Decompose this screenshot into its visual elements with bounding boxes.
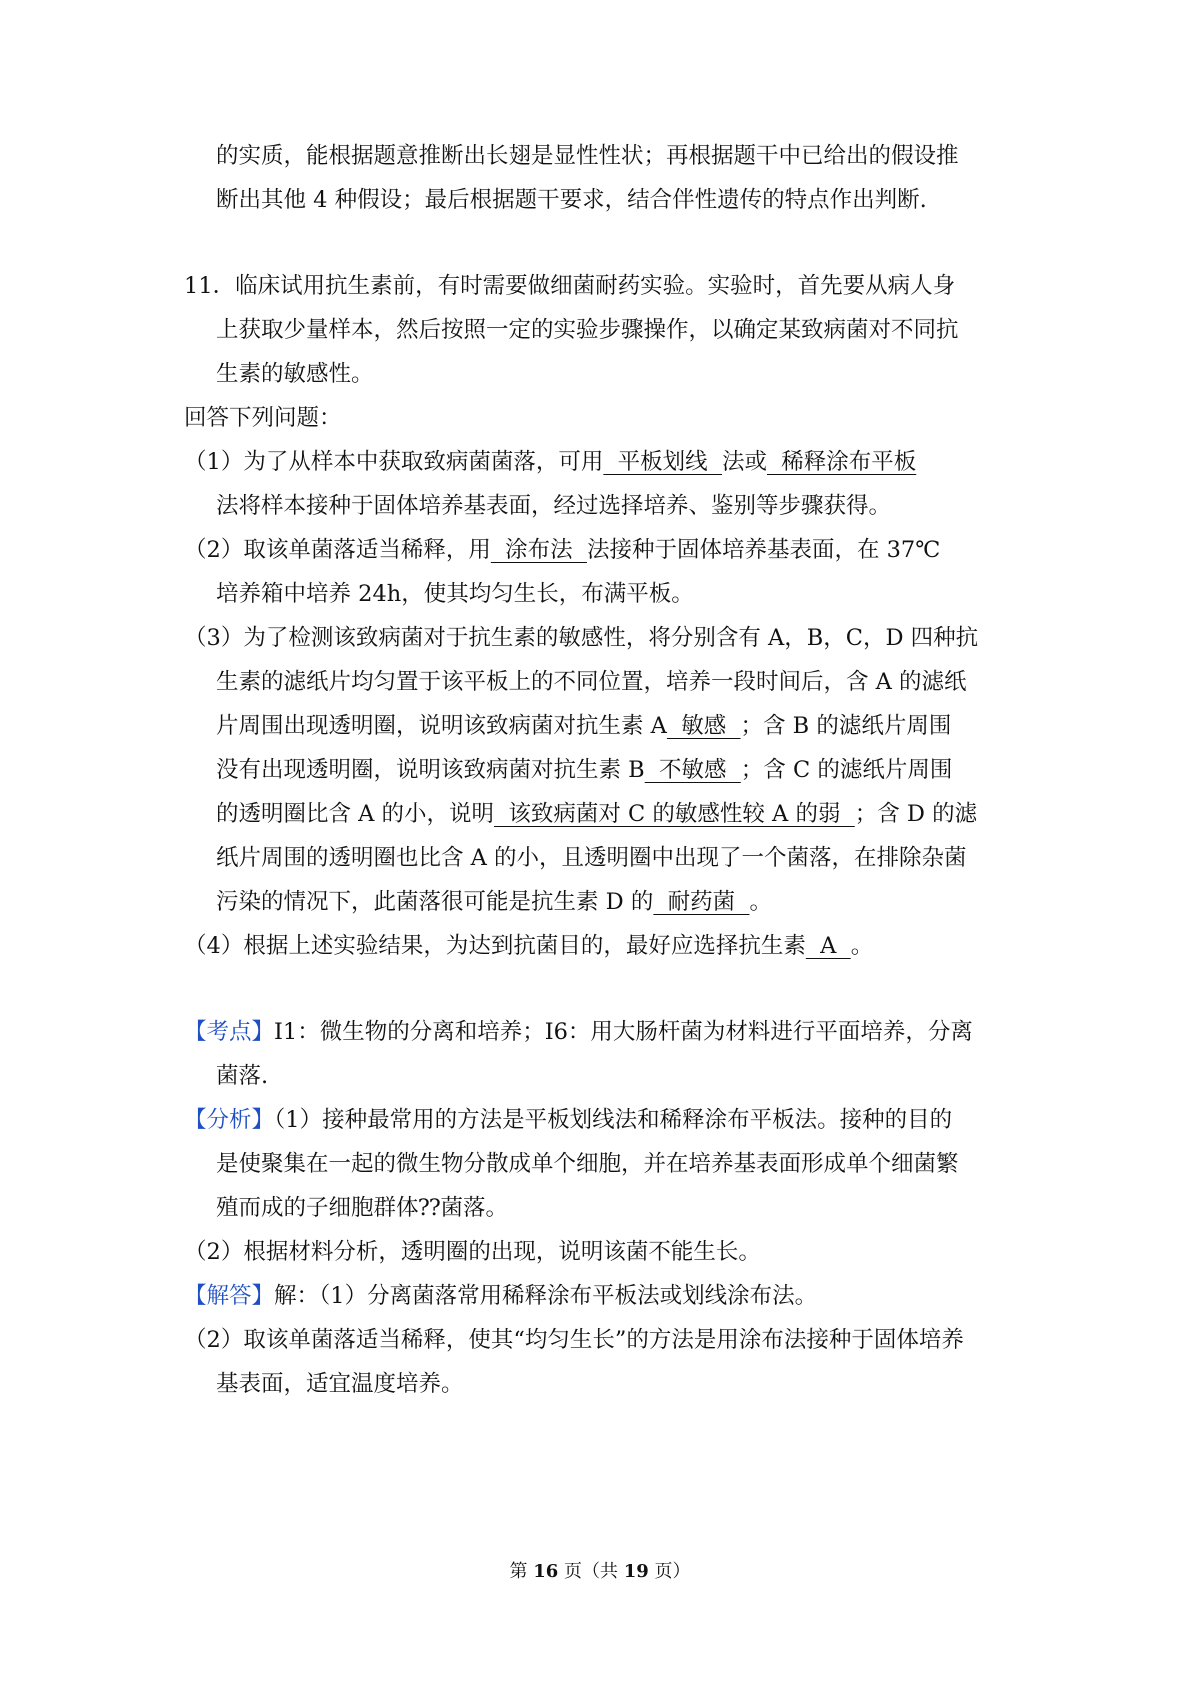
part4-text-a: （4）根据上述实验结果，为达到抗菌目的，最好应选择抗生素 xyxy=(184,933,806,959)
part3-line-3 xyxy=(216,711,951,741)
part4-text-b: 。 xyxy=(850,933,874,959)
fenxi-line-4: （2）根据材料分析，透明圈的出现，说明该菌不能生长。 xyxy=(184,1239,761,1265)
page-footer xyxy=(0,1560,1200,1584)
question-stem-text: 临床试用抗生素前，有时需要做细菌耐药实验。实验时，首先要从病人身 xyxy=(235,273,956,299)
part2-line-2: 培养箱中培养 24h，使其均匀生长，布满平板。 xyxy=(216,581,694,607)
jieda-line-2: （2）取该单菌落适当稀释，使其“均匀生长”的方法是用涂布法接种于固体培养 xyxy=(184,1327,964,1353)
part3-answer-4: 耐药菌 xyxy=(653,889,750,915)
jieda-line-1 xyxy=(184,1281,817,1311)
part3-answer-1: 敏感 xyxy=(666,713,741,739)
part3-text-3b: ；含 B 的滤纸片周围 xyxy=(740,713,952,739)
jieda-line-3: 基表面，适宜温度培养。 xyxy=(216,1371,464,1397)
question-prompt: 回答下列问题： xyxy=(184,405,342,431)
question-number: 11． xyxy=(184,273,236,299)
fenxi-line-2: 是使聚集在一起的微生物分散成单个细胞，并在培养基表面形成单个细菌繁 xyxy=(216,1151,959,1177)
kaodian-line-1 xyxy=(184,1017,973,1047)
part3-text-5b: ；含 D 的滤 xyxy=(854,801,978,827)
part1-text-a: （1）为了从样本中获取致病菌菌落，可用 xyxy=(184,449,604,475)
kaodian-text-1: I1：微生物的分离和培养；I6：用大肠杆菌为材料进行平面培养，分离 xyxy=(274,1019,973,1045)
intro-line-1: 的实质，能根据题意推断出长翅是显性性状；再根据题干中已给出的假设推 xyxy=(216,143,959,169)
part3-text-4a: 没有出现透明圈，说明该致病菌对抗生素 B xyxy=(216,757,645,783)
jieda-text-1: 解：（1）分离菌落常用稀释涂布平板法或划线涂布法。 xyxy=(274,1283,818,1309)
question-stem-line-3: 生素的敏感性。 xyxy=(216,361,374,387)
part3-line-4 xyxy=(216,755,952,785)
footer-text-a: 第 xyxy=(509,1561,534,1582)
part3-answer-3: 该致病菌对 C 的敏感性较 A 的弱 xyxy=(494,801,855,827)
part2-text-b: 法接种于固体培养基表面，在 37℃ xyxy=(586,537,941,563)
part3-line-1: （3）为了检测该致病菌对于抗生素的敏感性，将分别含有 A，B，C，D 四种抗 xyxy=(184,625,979,651)
part3-line-5 xyxy=(216,799,977,829)
jieda-tag: 【解答】 xyxy=(184,1283,275,1309)
question-stem-line-1 xyxy=(184,271,955,301)
kaodian-line-2: 菌落. xyxy=(216,1063,269,1089)
part1-line-2: 法将样本接种于固体培养基表面，经过选择培养、鉴别等步骤获得。 xyxy=(216,493,892,519)
part2-answer: 涂布法 xyxy=(490,537,587,563)
kaodian-tag: 【考点】 xyxy=(184,1019,275,1045)
part3-line-6: 纸片周围的透明圈也比含 A 的小，且透明圈中出现了一个菌落，在排除杂菌 xyxy=(216,845,967,871)
part4-line xyxy=(184,931,873,961)
part1-line-1 xyxy=(184,447,916,477)
part2-line-1 xyxy=(184,535,940,565)
footer-text-c: 页） xyxy=(648,1561,691,1582)
fenxi-line-3: 殖而成的子细胞群体⁇菌落。 xyxy=(216,1195,508,1221)
fenxi-text-1: （1）接种最常用的方法是平板划线法和稀释涂布平板法。接种的目的 xyxy=(274,1107,953,1133)
part1-answer-1: 平板划线 xyxy=(603,449,722,475)
part3-text-3a: 片周围出现透明圈，说明该致病菌对抗生素 A xyxy=(216,713,667,739)
part3-line-7 xyxy=(216,887,772,917)
part3-line-2: 生素的滤纸片均匀置于该平板上的不同位置，培养一段时间后，含 A 的滤纸 xyxy=(216,669,967,695)
intro-line-2: 断出其他 4 种假设；最后根据题干要求，结合伴性遗传的特点作出判断. xyxy=(216,187,927,213)
part3-text-7b: 。 xyxy=(749,889,772,915)
footer-total-pages: 19 xyxy=(623,1561,649,1582)
part3-text-5a: 的透明圈比含 A 的小，说明 xyxy=(216,801,495,827)
part3-text-4b: ；含 C 的滤纸片周围 xyxy=(740,757,953,783)
part4-answer: A xyxy=(805,933,851,959)
fenxi-tag: 【分析】 xyxy=(184,1107,275,1133)
fenxi-line-1 xyxy=(184,1105,952,1135)
part3-text-7a: 污染的情况下，此菌落很可能是抗生素 D 的 xyxy=(216,889,654,915)
part1-answer-2: 稀释涂布平板 xyxy=(766,449,917,475)
footer-page-number: 16 xyxy=(533,1561,559,1582)
part2-text-a: （2）取该单菌落适当稀释，用 xyxy=(184,537,491,563)
part1-text-b: 法或 xyxy=(721,449,767,475)
question-stem-line-2: 上获取少量样本，然后按照一定的实验步骤操作，以确定某致病菌对不同抗 xyxy=(216,317,959,343)
part3-answer-2: 不敏感 xyxy=(644,757,741,783)
footer-text-b: 页（共 xyxy=(558,1561,624,1582)
